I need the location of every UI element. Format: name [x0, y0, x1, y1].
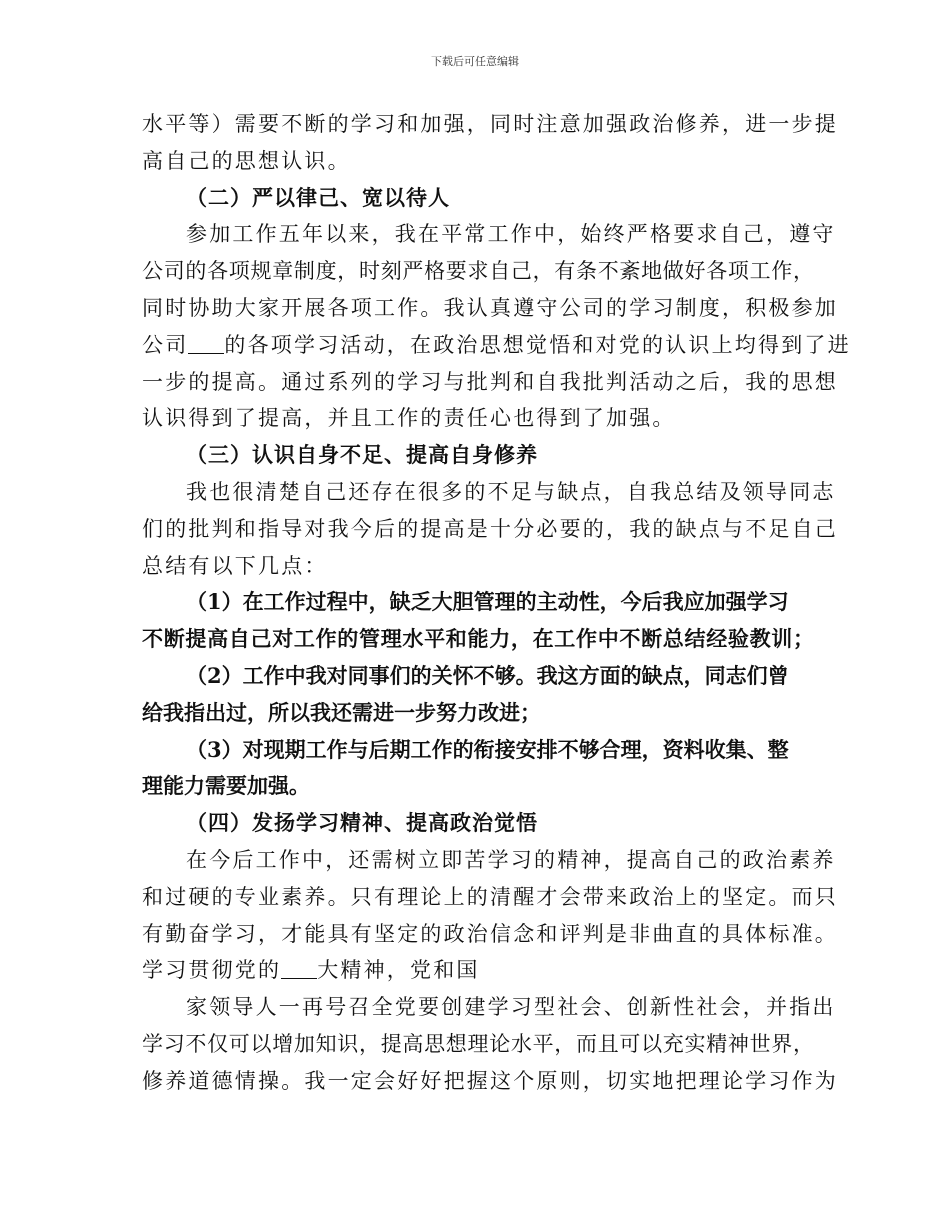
blank-underline [281, 956, 317, 979]
text-segment: 大精神，党和国 [317, 958, 480, 983]
paragraph-first-line: 家领导人一再号召全党要创建学习型社会、创新性社会，并指出 [186, 995, 836, 1020]
text-line: 修养道德情操。我一定会好好把握这个原则，切实地把理论学习作为 [142, 1068, 838, 1093]
section-heading: （三）认识自身不足、提高自身修养 [186, 442, 538, 468]
text-line: 总结有以下几点： [142, 553, 328, 578]
text-line: 和过硬的专业素养。只有理论上的清醒才会带来政治上的坚定。而只 [142, 884, 838, 909]
text-line: 有勤奋学习，才能具有坚定的政治信念和评判是非曲直的具体标准。 [142, 921, 838, 946]
text-segment: 学习贯彻党的 [142, 958, 282, 983]
paragraph-first-line: 在今后工作中，还需树立即苦学习的精神，提高自己的政治素养 [186, 847, 836, 872]
list-item-line: （1）在工作过程中，缺乏大胆管理的主动性，今后我应加强学习 [186, 589, 789, 615]
text-line: 高自己的思想认识。 [142, 148, 351, 173]
text-line: 同时协助大家开展各项工作。我认真遵守公司的学习制度，积极参加 [142, 295, 838, 320]
page-header: 下载后可任意编辑 [431, 55, 519, 68]
text-line [142, 327, 851, 364]
text-line: 们的批判和指导对我今后的提高是十分必要的，我的缺点与不足自己 [142, 516, 838, 541]
section-heading: （四）发扬学习精神、提高政治觉悟 [186, 810, 538, 836]
paragraph-first-line: 参加工作五年以来，我在平常工作中，始终严格要求自己，遵守 [186, 222, 836, 247]
list-item-line: 不断提高自己对工作的管理水平和能力，在工作中不断总结经验教训； [142, 626, 814, 652]
document-body [142, 106, 851, 1100]
section-heading: （二）严以律己、宽以待人 [186, 184, 450, 210]
text-line: 认识得到了提高，并且工作的责任心也得到了加强。 [142, 406, 676, 431]
text-segment: 的各项学习活动，在政治思想觉悟和对党的认识上均得到了进 [224, 332, 851, 357]
blank-underline [188, 331, 224, 354]
text-line: 公司的各项规章制度，时刻严格要求自己，有条不紊地做好各项工作， [142, 259, 814, 284]
list-item-line: （3）对现期工作与后期工作的衔接安排不够合理，资料收集、整 [186, 736, 789, 762]
text-line [142, 952, 814, 989]
list-item-line: 给我指出过，所以我还需进一步努力改进； [142, 699, 541, 725]
text-line: 一步的提高。通过系列的学习与批判和自我批判活动之后，我的思想 [142, 369, 838, 394]
list-item-line: 理能力需要加强。 [142, 773, 310, 799]
text-segment: 公司 [142, 332, 189, 357]
text-line: 水平等）需要不断的学习和加强，同时注意加强政治修养，进一步提 [142, 112, 838, 136]
text-line: 学习不仅可以增加知识，提高思想理论水平，而且可以充实精神世界， [142, 1031, 814, 1056]
paragraph-first-line: 我也很清楚自己还存在很多的不足与缺点，自我总结及领导同志 [186, 479, 836, 504]
list-item-line: （2）工作中我对同事们的关怀不够。我这方面的缺点，同志们曾 [186, 662, 789, 688]
